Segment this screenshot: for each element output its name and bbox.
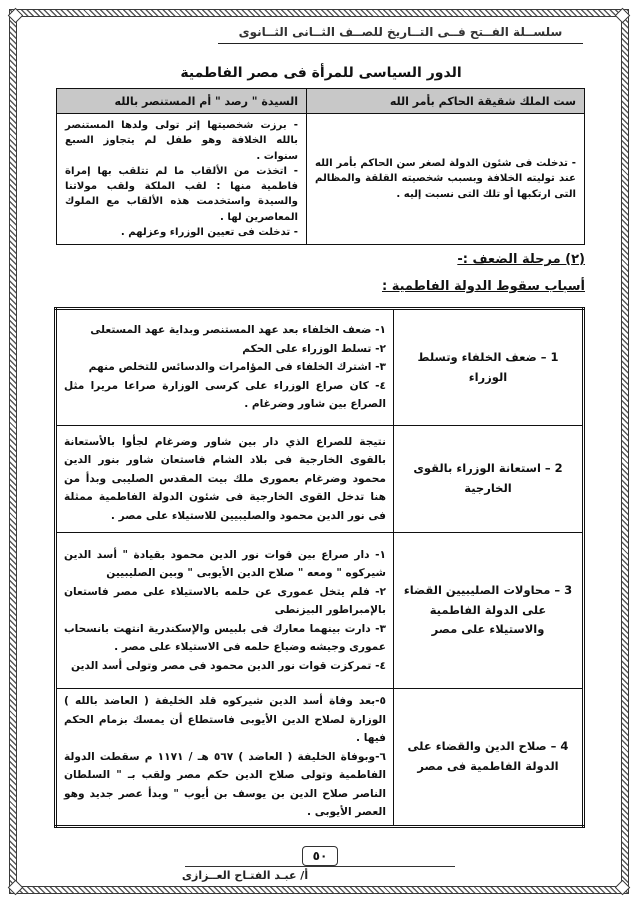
subsection-heading-text: أسباب سقوط الدولة الفاطمية : <box>381 279 585 294</box>
bullet-point: - برزت شخصيتها إثر تولى ولدها المستنصر بالله الخلافة وهو طفل لم يتجاوز السبع سنوات . <box>65 120 298 162</box>
bullet-point: - اتخذت من الألقاب ما لم تتلقب بها إمراة فاطمية منها : لقب الملكة ولقب مولاتنا والسيدة واستخدمت هذه الألقاب مع الملوك المعاصرين لها . <box>65 165 298 223</box>
cause-label: 4 – صلاح الدين والقضاء على الدولة الفاطمية فى مصر <box>394 689 584 827</box>
cause-row-4 <box>56 689 584 827</box>
cause-details <box>56 533 394 689</box>
cause-row-1 <box>56 309 584 426</box>
bullet-point: - تدخلت فى شئون الدولة لصغر سن الحاكم بأمر الله عند توليته الخلافة وبسبب شخصيته القلقة والمظالم التى ارتكبها أو تلك التى نسبت إليه . <box>315 158 576 200</box>
author-credit: أ/ عبـد الفتـاح العــزازى <box>181 869 309 882</box>
table-row <box>57 114 585 245</box>
detail-item: ٢- فلم يتخل عمورى عن حلمه بالاستيلاء على مصر فاستعان بالإمبراطور البيزنطى <box>64 584 386 617</box>
fall-causes-table <box>54 307 585 828</box>
detail-item: ٤- تمركزت قوات نور الدين محمود فى مصر وتولى أسد الدين <box>70 658 386 672</box>
detail-item: ٢- تسلط الوزراء على الحكم <box>242 341 386 355</box>
detail-item: ٥-بعد وفاة أسد الدين شيركوه قلد الخليفة ( العاضد بالله ) الوزارة لصلاح الدين الأيوبى فاستطاع أن يمسك بزمام الحكم فيها . <box>64 694 386 745</box>
column-heading-sitt-al-mulk: ست الملك شقيقة الحاكم بأمر الله <box>307 89 585 114</box>
table-header-row <box>57 89 585 114</box>
cause-label: 3 – محاولات الصليبيين القضاء على الدولة الفاطمية والاستيلاء على مصر <box>394 533 584 689</box>
cause-label: 1 – ضعف الخلفاء وتسلط الوزراء <box>394 309 584 426</box>
cause-details <box>56 426 394 533</box>
page-title: الدور السياسى للمرأة فى مصر الفاطمية <box>180 65 462 81</box>
subsection-heading <box>57 277 585 297</box>
table-cell-sitt-al-mulk <box>307 114 585 245</box>
women-role-table <box>56 88 585 245</box>
section-heading-text: (٢) مرحلة الضعف :- <box>457 252 585 267</box>
section-heading <box>57 250 585 270</box>
series-header: سلســلة الفــتح فــى التــاريخ للصــف الثــانى الثــانوى <box>218 21 583 44</box>
column-heading-rasad: السيدة " رصد " أم المستنصر بالله <box>57 89 307 114</box>
cause-row-3 <box>56 533 584 689</box>
page-number: ٥٠ <box>302 846 338 866</box>
cause-label: 2 – استعانة الوزراء بالقوى الخارجية <box>394 426 584 533</box>
detail-item: ٦-وبوفاة الخليفة ( العاضد ) ٥٦٧ هـ / ١١٧١ م سقطت الدولة الفاطمية وتولى صلاح الدين حكم مصر ولقب بـ " السلطان الناصر صلاح الدين بن يوسف بن أيوب " وبدأ عصر جديد وهو العصر الأيوبى . <box>64 749 386 819</box>
table-cell-rasad <box>57 114 307 245</box>
main-content <box>57 60 585 828</box>
bullet-point: - تدخلت فى تعيين الوزراء وعزلهم . <box>120 226 298 238</box>
detail-item: ٣- اشترك الخلفاء فى المؤامرات والدسائس للتخلص منهم <box>88 360 386 374</box>
cause-details <box>56 689 394 827</box>
footer-divider <box>185 866 455 867</box>
detail-item: نتيجة للصراع الذي دار بين شاور وضرغام لجأوا بالأستعانة بالقوى الخارجية فى بلاد الشام فاستعان شاور بنور الدين محمود وضرغام بعمورى ملك بيت المقدس الصليبى وبدأ من هنا تدخل القوى الخارجية فى شئون الدولة الفاطمية ممثلة فى نور الدين محمود والصليبيين للاستيلاء على مصر . <box>64 434 386 522</box>
detail-item: ١- ضعف الخلفاء بعد عهد المستنصر وبداية عهد المستعلى <box>90 323 386 337</box>
cause-details <box>56 309 394 426</box>
detail-item: ٣- دارت بينهما معارك فى بلبيس والإسكندرية انتهت بانسحاب عمورى وجيشه وضياع حلمه فى الاستيلاء على مصر . <box>64 621 386 654</box>
detail-item: ١- دار صراع بين قوات نور الدين محمود بقيادة " أسد الدين شيركوه " ومعه " صلاح الدين الأيوبى " وبين الصليبيين <box>64 547 386 580</box>
detail-item: ٤- كان صراع الوزراء على كرسى الوزارة صراعا مريرا مثل الصراع بين شاور وضرغام . <box>64 378 386 411</box>
cause-row-2 <box>56 426 584 533</box>
